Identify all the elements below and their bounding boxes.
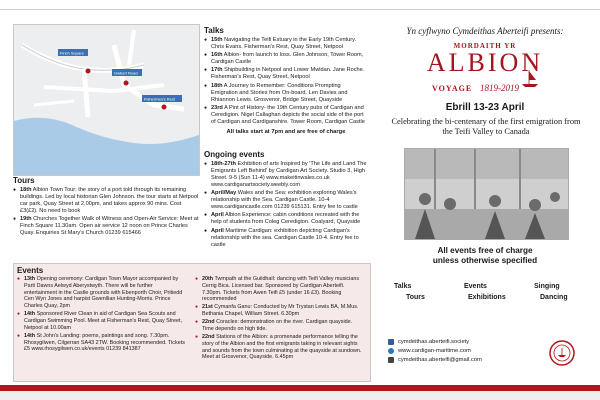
item-day: 15th — [211, 37, 223, 43]
category-label: Singing — [534, 283, 560, 290]
events-right-column — [195, 276, 365, 362]
tagline: Yn cyflwyno Cymdeithas Aberteifi presents: — [406, 26, 564, 36]
item-day: 21st — [202, 304, 213, 311]
logo-years: 1819-2019 — [480, 83, 519, 93]
talks-note: All talks start at 7pm and are free of charge — [226, 128, 346, 135]
item-day: 18th — [20, 187, 32, 193]
item-text: Churches Together Walk of Witness and Open-Air Service: Meet at Finch Square 11.30am. Open air service 12 noon on Prince Charles Quay. Enquiries St Mary's Church 01239 615466 — [20, 216, 199, 237]
item-day: 18th — [211, 82, 223, 89]
category-label: Exhibitions — [468, 294, 506, 301]
celebration-text: Celebrating the bi-centenary of the first emigration from the Teifi Valley to Canada — [391, 117, 581, 136]
ongoing-section — [204, 150, 368, 250]
list-item — [204, 67, 368, 81]
category-label: Tours — [406, 294, 425, 301]
item-day: 22nd — [202, 319, 215, 326]
item-text: Stations of the Albion: a promenade performance telling the story of the Albion and the first emigrants taking in relevant sights and sounds from the town culminating at the quayside at sundown. Meet at Grosvenor, Quayside. 6.45pm — [202, 333, 362, 361]
list-item — [195, 304, 365, 318]
item-text: Maritime Cardigan: exhibition depicting Cardigan's relationship with the sea. Cardigan Castle 10-4. Entry fee to castle — [211, 227, 359, 248]
item-text: Albion Town Tour: the story of a port told through its remaining buildings. Led by local historian Glen Johnson. the tour starts at Netpool car park, Quay Street at 2.00pm, and takes approx 90 mins. Cost £3(£2). No need to book — [20, 187, 199, 214]
event-dates: Ebrill 13-23 April — [445, 102, 525, 113]
list-item — [195, 334, 365, 361]
item-day: 17th — [211, 67, 223, 74]
item-text: Albion Experience: cabin conditions recreated with the help of students from Coleg Ceredigion. Coalyard, Quayside — [211, 212, 361, 226]
list-item — [204, 212, 368, 226]
events-heading: Events — [17, 266, 44, 275]
item-text: Cymanfa Ganu: Conducted by Mr Trystan Lewis BA, M.Mus. Bethania Chapel, William Street. 6.30pm — [202, 304, 359, 318]
list-item — [204, 228, 368, 249]
contact-text[interactable]: cymdeithas.aberteifi@gmail.com — [398, 356, 482, 363]
list-item — [204, 161, 368, 189]
item-text: A Journey to Remember: Conditions Prompting Emigration and Stories from On-board. Len Davies and Rhiannon Lewis. Grosvenor, Bridge Street, Quayside — [211, 82, 348, 103]
item-text: Twmpath at the Guildhall: dancing with Teifi Valley musicians Cerrig Bica. Licensed bar. Sponsored by Cardigan Aberteifi. 7.30pm. Tickets from Awen Teifi £5 (under 16 £3). Booking recommended — [202, 276, 360, 303]
item-day: 20th — [202, 276, 214, 282]
list-item — [195, 319, 365, 333]
emigrants-illustration — [404, 148, 569, 240]
item-text: Coracles: demonstration on the river. Cardigan quayside. Time depends on high tide. — [202, 319, 353, 332]
contact-facebook[interactable] — [388, 337, 538, 346]
list-item — [13, 187, 199, 215]
footer-grey-band — [0, 391, 600, 400]
albion-logo — [410, 42, 560, 98]
list-item — [204, 105, 368, 126]
ship-icon — [410, 42, 560, 98]
contact-text[interactable]: www.cardigan-maritime.com — [398, 347, 471, 354]
list-item — [204, 190, 368, 211]
map-label: Finch Square — [60, 50, 84, 56]
list-item — [204, 83, 368, 104]
item-text: Sponsored River Clean in aid of Cardigan Sea Scouts and Cardigan Swimming Pool. Meet at Fisherman's Rest, Quay Street, Netpool at 10.00am — [24, 311, 183, 331]
talks-heading: Talks — [204, 26, 224, 35]
talks-section — [204, 26, 368, 136]
top-strip — [0, 0, 600, 10]
logo-title: ALBION — [426, 48, 544, 77]
item-day: 18th-27th — [211, 161, 236, 167]
item-day: April — [211, 212, 224, 219]
item-text: Navigating the Teifi Estuary in the Early 19th Century. Chris Evans. Fisherman's Rest, Quay Street, Netpool — [211, 37, 357, 50]
tours-section — [13, 176, 199, 238]
talks-list — [204, 37, 368, 126]
item-text: Shipbuilding in Netpool and Lower Mwldan. Jane Roche. Fisherman's Rest, Quay Street, Netpool — [211, 67, 365, 81]
street-map — [13, 24, 200, 176]
list-item — [17, 276, 187, 310]
free-line-2: unless otherwise specified — [432, 256, 538, 265]
globe-icon — [388, 348, 394, 354]
list-item — [17, 333, 187, 353]
item-day: 22nd — [202, 333, 215, 340]
item-day: 16th — [211, 52, 223, 59]
category-label: Events — [464, 283, 487, 290]
free-notice — [380, 246, 590, 266]
logo-voyage: VOYAGE — [432, 84, 473, 93]
map-label: Fishermen's Rest — [144, 96, 175, 102]
item-text: St John's Landing: poems, paintings and song. 7.30pm. Rhosygilwen, Cilgerran SA43 2TW. Booking recommended. Tickets £5 www.rhosygilwen.co.uk/events 01239 841387 — [24, 332, 185, 353]
item-day: 14th — [24, 332, 36, 339]
item-day: 23rd — [211, 104, 223, 111]
ongoing-list — [204, 161, 368, 249]
map-drawing — [14, 25, 199, 175]
list-item — [204, 37, 368, 51]
item-text: Wales and the Sea: exhibition exploring Wales's relationship with the Sea. Cardigan Castle. 10-4 www.cardigancastle.com 01239 615131. Entry fee to castle — [211, 190, 358, 211]
item-text: Opening ceremony: Cardigan Town Mayor accompanied by Parti Dawns Aelwyd Aberystwyth. There will be further entertainment in the Castle grounds with Ebenporth Choir, Pritiedd Cen Wyn Jones and harpist Gwenllian Hunting-Morris. Prince Charles Quay, 2pm — [24, 276, 183, 310]
list-item — [13, 216, 199, 237]
categories — [394, 283, 584, 305]
ongoing-heading: Ongoing events — [204, 150, 265, 159]
email-icon — [388, 357, 394, 363]
tours-list — [13, 187, 199, 237]
item-text: A Pint of History- the 19th Century pubs of Cardigan and Ceredigion. Nigel Callaghan depicts the social side of the port of Cardigan and Cardiganshire. Tower Room, Cardigan Castle — [211, 104, 365, 125]
item-day: 14th — [24, 311, 36, 318]
events-section — [13, 263, 371, 382]
item-day: 13th — [24, 276, 36, 282]
contact-email[interactable] — [388, 355, 538, 364]
list-item — [195, 276, 365, 303]
free-line-1: All events free of charge — [437, 246, 533, 255]
list-item — [204, 52, 368, 66]
contact-text[interactable]: cymdeithas.aberteifi.society — [398, 338, 470, 345]
item-day: April — [211, 227, 224, 234]
facebook-icon — [388, 339, 394, 345]
list-item — [17, 311, 187, 331]
logo-small-text: MORDAITH YR — [453, 42, 517, 50]
events-left-column — [17, 276, 187, 354]
item-day: 19th — [20, 216, 32, 223]
engraving-image — [405, 149, 568, 239]
item-text: Exhibition of arts Inspired by 'The Life and Land The Emigrants Left Behind' by Cardigan Art Society. Studio 3, High Street. 9-5 (Sun 11-4) www.makeitinwales.co.uk www.cardiganartsociety.weebly.com — [211, 161, 367, 188]
contact-website[interactable] — [388, 346, 538, 355]
map-label: Gwbert Road — [114, 70, 138, 76]
category-label: Dancing — [540, 294, 568, 301]
tours-heading: Tours — [13, 176, 35, 185]
item-text: Albion- from launch to loss. Glen Johnson, Tower Room, Cardigan Castle — [211, 52, 364, 66]
category-label: Talks — [394, 283, 412, 290]
society-seal-icon — [549, 340, 575, 366]
item-day: April/May — [211, 190, 237, 197]
contacts — [388, 337, 538, 364]
